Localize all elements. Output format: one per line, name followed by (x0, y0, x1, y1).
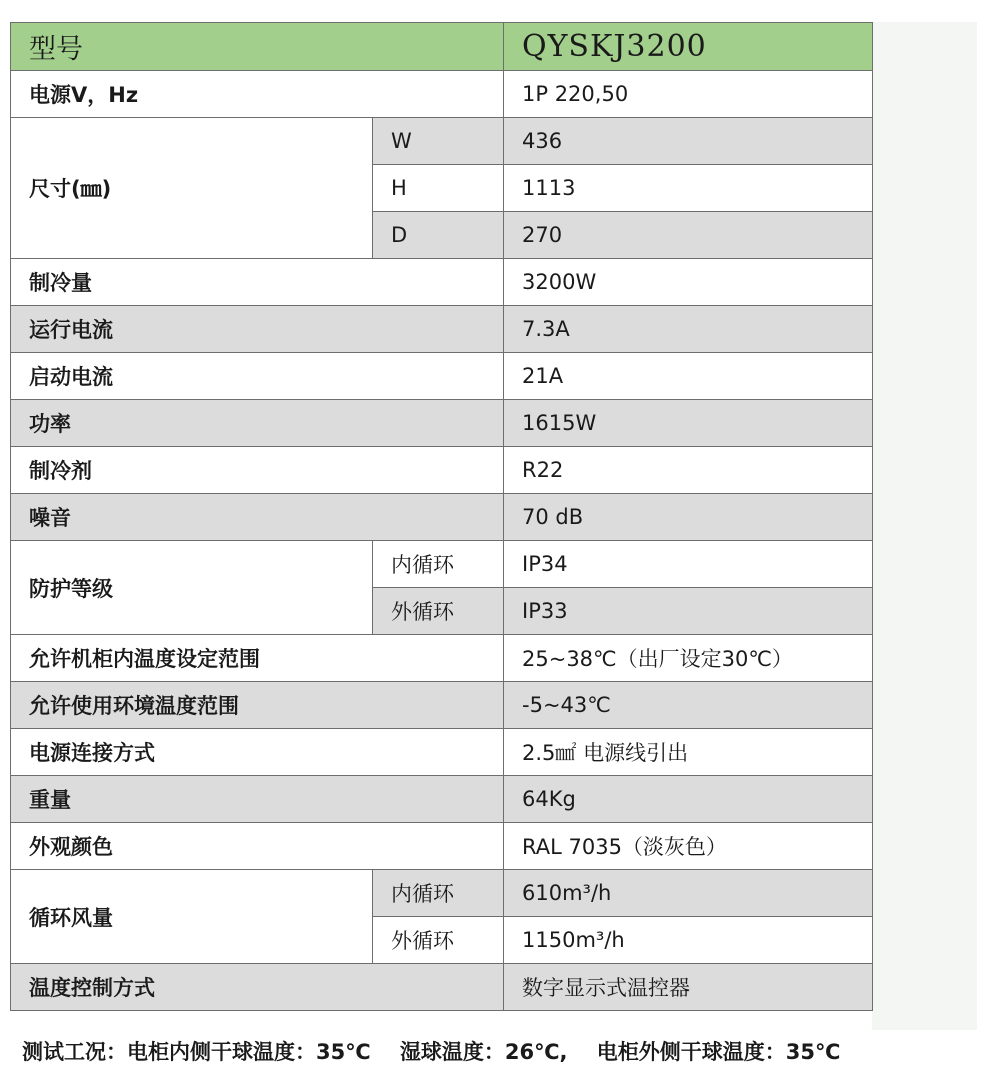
row-value: 1P 220,50 (504, 71, 873, 118)
table-row (11, 447, 873, 494)
row-label: 外观颜色 (11, 823, 504, 870)
table-row (11, 400, 873, 447)
row-label: 允许机柜内温度设定范围 (11, 635, 504, 682)
sub-key: 外循环 (373, 917, 504, 964)
test-conditions-part3: 电柜外侧干球温度：35℃ (596, 1040, 841, 1064)
sub-key: D (373, 212, 504, 259)
row-value: R22 (504, 447, 873, 494)
row-label: 温度控制方式 (11, 964, 504, 1011)
sub-key: 内循环 (373, 541, 504, 588)
row-value: 1615W (504, 400, 873, 447)
table-row (11, 776, 873, 823)
sub-key: 外循环 (373, 588, 504, 635)
row-label: 制冷剂 (11, 447, 504, 494)
table-row (11, 541, 873, 588)
table-row (11, 635, 873, 682)
row-label: 电源V，Hz (11, 71, 504, 118)
row-value: 21A (504, 353, 873, 400)
row-label: 启动电流 (11, 353, 504, 400)
row-value: 3200W (504, 259, 873, 306)
row-value: RAL 7035（淡灰色） (504, 823, 873, 870)
spec-table (10, 22, 873, 1011)
row-label: 重量 (11, 776, 504, 823)
row-label: 功率 (11, 400, 504, 447)
model-label: 型号 (11, 23, 504, 71)
row-label: 制冷量 (11, 259, 504, 306)
row-value: 270 (504, 212, 873, 259)
row-value: 数字显示式温控器 (504, 964, 873, 1011)
row-value: -5~43℃ (504, 682, 873, 729)
test-conditions-part2: 湿球温度：26℃, (399, 1040, 568, 1064)
row-value: 436 (504, 118, 873, 165)
test-conditions-part1: 测试工况：电柜内侧干球温度：35℃ (22, 1040, 371, 1064)
right-background-area (872, 22, 977, 1030)
row-value: 70 dB (504, 494, 873, 541)
table-row (11, 353, 873, 400)
row-value: 7.3A (504, 306, 873, 353)
table-row (11, 71, 873, 118)
row-label: 防护等级 (11, 541, 373, 635)
row-label: 运行电流 (11, 306, 504, 353)
table-row (11, 118, 873, 165)
model-value: QYSKJ3200 (504, 23, 873, 71)
row-label: 尺寸(㎜) (11, 118, 373, 259)
table-row (11, 259, 873, 306)
row-value: 610m³/h (504, 870, 873, 917)
sub-key: 内循环 (373, 870, 504, 917)
sub-key: H (373, 165, 504, 212)
table-row (11, 823, 873, 870)
row-value: IP33 (504, 588, 873, 635)
table-row (11, 682, 873, 729)
row-value: 25~38℃（出厂设定30℃） (504, 635, 873, 682)
table-row (11, 494, 873, 541)
test-conditions-note (22, 1036, 840, 1066)
table-row (11, 870, 873, 917)
table-row (11, 729, 873, 776)
row-value: 1113 (504, 165, 873, 212)
row-label: 允许使用环境温度范围 (11, 682, 504, 729)
row-value: 2.5㎟ 电源线引出 (504, 729, 873, 776)
row-label: 噪音 (11, 494, 504, 541)
header-row (11, 23, 873, 71)
table-row (11, 964, 873, 1011)
sub-key: W (373, 118, 504, 165)
row-label: 电源连接方式 (11, 729, 504, 776)
table-row (11, 306, 873, 353)
row-label: 循环风量 (11, 870, 373, 964)
row-value: IP34 (504, 541, 873, 588)
row-value: 1150m³/h (504, 917, 873, 964)
row-value: 64Kg (504, 776, 873, 823)
